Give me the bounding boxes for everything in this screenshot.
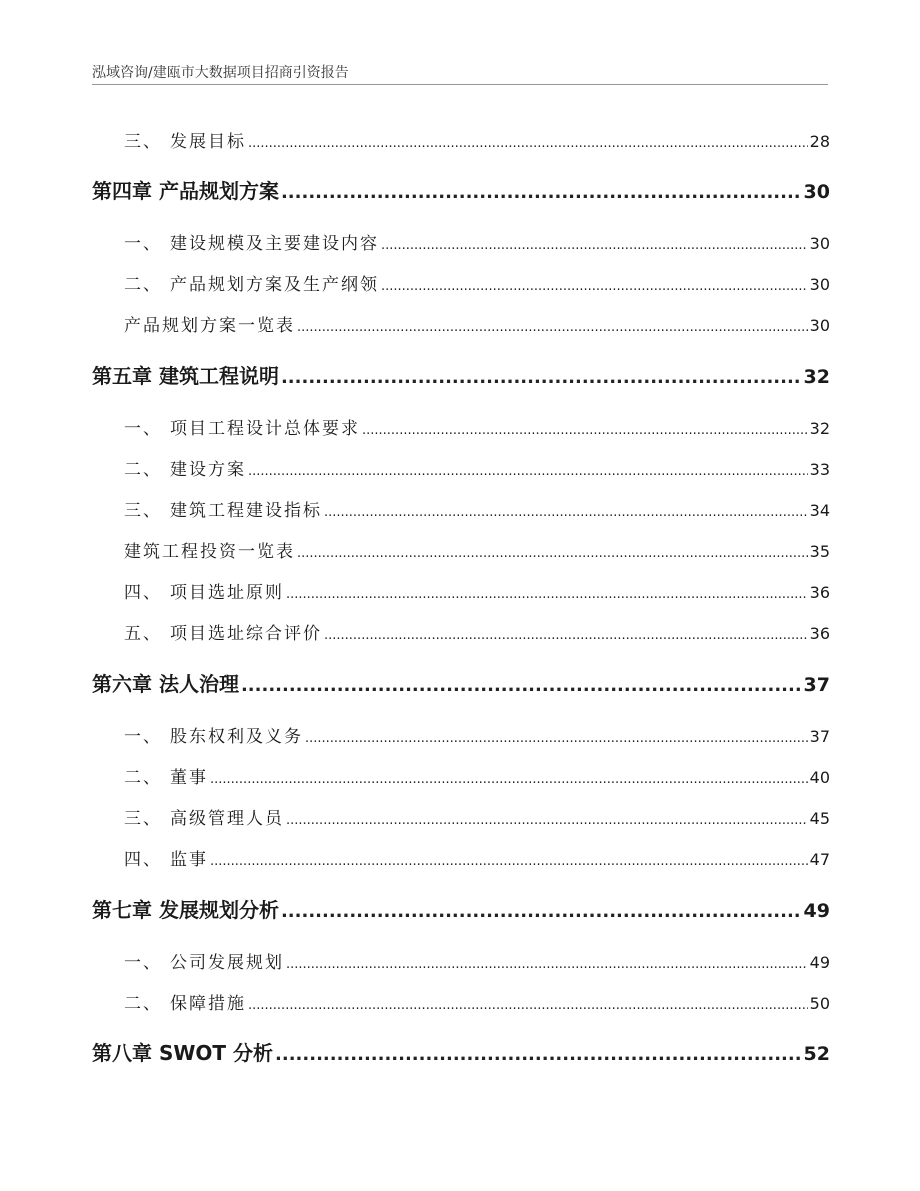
toc-entry-title: [92, 989, 246, 1014]
toc-chapter-entry[interactable]: [92, 175, 830, 201]
toc-page-number: 32: [803, 366, 830, 388]
toc-entry-title: [92, 845, 208, 870]
toc-leader-dots: [362, 423, 808, 438]
toc-leader-dots: [381, 238, 808, 253]
toc-page-number: 52: [803, 1043, 830, 1065]
toc-entry-number: 五、: [124, 624, 162, 644]
toc-page-number: 34: [809, 501, 830, 520]
toc-entry-title: [92, 175, 279, 204]
toc-leader-dots: [286, 587, 808, 602]
toc-entry-text: 第七章 发展规划分析: [92, 898, 279, 922]
toc-chapter-entry[interactable]: [92, 1037, 830, 1063]
toc-leader-dots: [210, 854, 808, 869]
toc-entry-number: 一、: [124, 234, 162, 254]
toc-entry-title: [92, 619, 322, 644]
toc-section-entry[interactable]: [92, 948, 830, 971]
toc-entry-text: 项目选址综合评价: [170, 624, 322, 644]
toc-leader-dots: [286, 813, 808, 828]
toc-page-number: 35: [809, 542, 830, 561]
toc-entry-number: 一、: [124, 419, 162, 439]
toc-section-entry[interactable]: [92, 414, 830, 437]
toc-entry-text: 保障措施: [170, 994, 246, 1014]
toc-entry-title: [92, 311, 295, 336]
running-header: 泓域咨询/建瓯市大数据项目招商引资报告: [92, 65, 349, 81]
toc-page-number: 30: [809, 275, 830, 294]
toc-entry-title: [92, 270, 379, 295]
toc-entry-title: [92, 360, 279, 389]
toc-entry-text: 产品规划方案及生产纲领: [170, 275, 379, 295]
toc-entry-text: 建设方案: [170, 460, 246, 480]
toc-leader-dots: [324, 628, 808, 643]
toc-entry-text: 建设规模及主要建设内容: [170, 234, 379, 254]
toc-entry-number: 二、: [124, 275, 162, 295]
toc-entry-text: 建筑工程投资一览表: [124, 542, 295, 562]
toc-chapter-entry[interactable]: [92, 668, 830, 694]
toc-page-number: 47: [809, 850, 830, 869]
toc-section-entry[interactable]: [92, 311, 830, 334]
toc-section-entry[interactable]: [92, 619, 830, 642]
toc-leader-dots: [305, 731, 808, 746]
toc-entry-number: 三、: [124, 132, 162, 152]
toc-entry-number: 一、: [124, 727, 162, 747]
toc-section-entry[interactable]: [92, 804, 830, 827]
toc-entry-text: 项目选址原则: [170, 583, 284, 603]
toc-entry-number: 四、: [124, 583, 162, 603]
toc-entry-number: 二、: [124, 994, 162, 1014]
toc-leader-dots: [286, 957, 808, 972]
toc-leader-dots: [381, 279, 808, 294]
toc-entry-text: 第四章 产品规划方案: [92, 179, 279, 203]
toc-leader-dots: [241, 675, 802, 696]
header-rule: [92, 84, 828, 85]
toc-entry-text: 产品规划方案一览表: [124, 316, 295, 336]
toc-entry-title: [92, 722, 303, 747]
toc-entry-text: 股东权利及义务: [170, 727, 303, 747]
toc-section-entry[interactable]: [92, 845, 830, 868]
toc-entry-text: 第五章 建筑工程说明: [92, 364, 279, 388]
toc-entry-number: 二、: [124, 460, 162, 480]
toc-page-number: 30: [809, 316, 830, 335]
toc-entry-text: 发展目标: [170, 132, 246, 152]
toc-entry-title: [92, 804, 284, 829]
toc-page-number: 32: [809, 419, 830, 438]
toc-entry-text: 监事: [170, 850, 208, 870]
toc-entry-title: [92, 578, 284, 603]
toc-section-entry[interactable]: [92, 455, 830, 478]
toc-section-entry[interactable]: [92, 270, 830, 293]
toc-entry-number: 三、: [124, 501, 162, 521]
toc-entry-title: [92, 537, 295, 562]
toc-entry-title: [92, 894, 279, 923]
toc-leader-dots: [248, 136, 808, 151]
toc-page-number: 45: [809, 809, 830, 828]
toc-leader-dots: [281, 367, 802, 388]
toc-page-number: 49: [803, 900, 830, 922]
toc-page-number: 33: [809, 460, 830, 479]
toc-section-entry[interactable]: [92, 229, 830, 252]
toc-leader-dots: [281, 182, 802, 203]
toc-entry-text: 项目工程设计总体要求: [170, 419, 360, 439]
toc-section-entry[interactable]: [92, 537, 830, 560]
toc-leader-dots: [281, 901, 802, 922]
toc-entry-title: [92, 414, 360, 439]
toc-entry-number: 四、: [124, 850, 162, 870]
toc-page-number: 36: [809, 583, 830, 602]
toc-page-number: 40: [809, 768, 830, 787]
toc-leader-dots: [324, 505, 808, 520]
toc-entry-title: [92, 496, 322, 521]
toc-entry-title: [92, 1037, 273, 1066]
toc-page-number: 30: [809, 234, 830, 253]
toc-leader-dots: [297, 546, 808, 561]
toc-entry-number: 三、: [124, 809, 162, 829]
toc-entry-title: [92, 455, 246, 480]
toc-entry-text: 公司发展规划: [170, 953, 284, 973]
toc-page-number: 36: [809, 624, 830, 643]
toc-page-number: 28: [809, 132, 830, 151]
toc-leader-dots: [297, 320, 808, 335]
toc-section-entry[interactable]: [92, 989, 830, 1012]
toc-section-entry[interactable]: [92, 578, 830, 601]
toc-entry-title: [92, 763, 208, 788]
toc-page-number: 30: [803, 181, 830, 203]
toc-leader-dots: [275, 1044, 802, 1065]
toc-page-number: 50: [809, 994, 830, 1013]
toc-entry-number: 二、: [124, 768, 162, 788]
toc-page-number: 49: [809, 953, 830, 972]
toc-entry-title: [92, 229, 379, 254]
toc-section-entry[interactable]: [92, 722, 830, 745]
toc-entry-text: 第六章 法人治理: [92, 672, 239, 696]
toc-page-number: 37: [809, 727, 830, 746]
toc-chapter-entry[interactable]: [92, 360, 830, 386]
toc-entry-number: 一、: [124, 953, 162, 973]
toc-entry-title: [92, 668, 239, 697]
toc-entry-title: [92, 127, 246, 152]
toc-entry-text: 第八章 SWOT 分析: [92, 1041, 274, 1065]
toc-entry-text: 高级管理人员: [170, 809, 284, 829]
toc-leader-dots: [248, 998, 808, 1013]
toc-section-entry[interactable]: [92, 763, 830, 786]
toc-chapter-entry[interactable]: [92, 894, 830, 920]
toc-leader-dots: [248, 464, 808, 479]
toc-page-number: 37: [803, 674, 830, 696]
toc-section-entry[interactable]: [92, 496, 830, 519]
toc-leader-dots: [210, 772, 808, 787]
toc-entry-text: 建筑工程建设指标: [170, 501, 322, 521]
toc-section-entry[interactable]: [92, 127, 830, 150]
toc-entry-title: [92, 948, 284, 973]
toc-entry-text: 董事: [170, 768, 208, 788]
